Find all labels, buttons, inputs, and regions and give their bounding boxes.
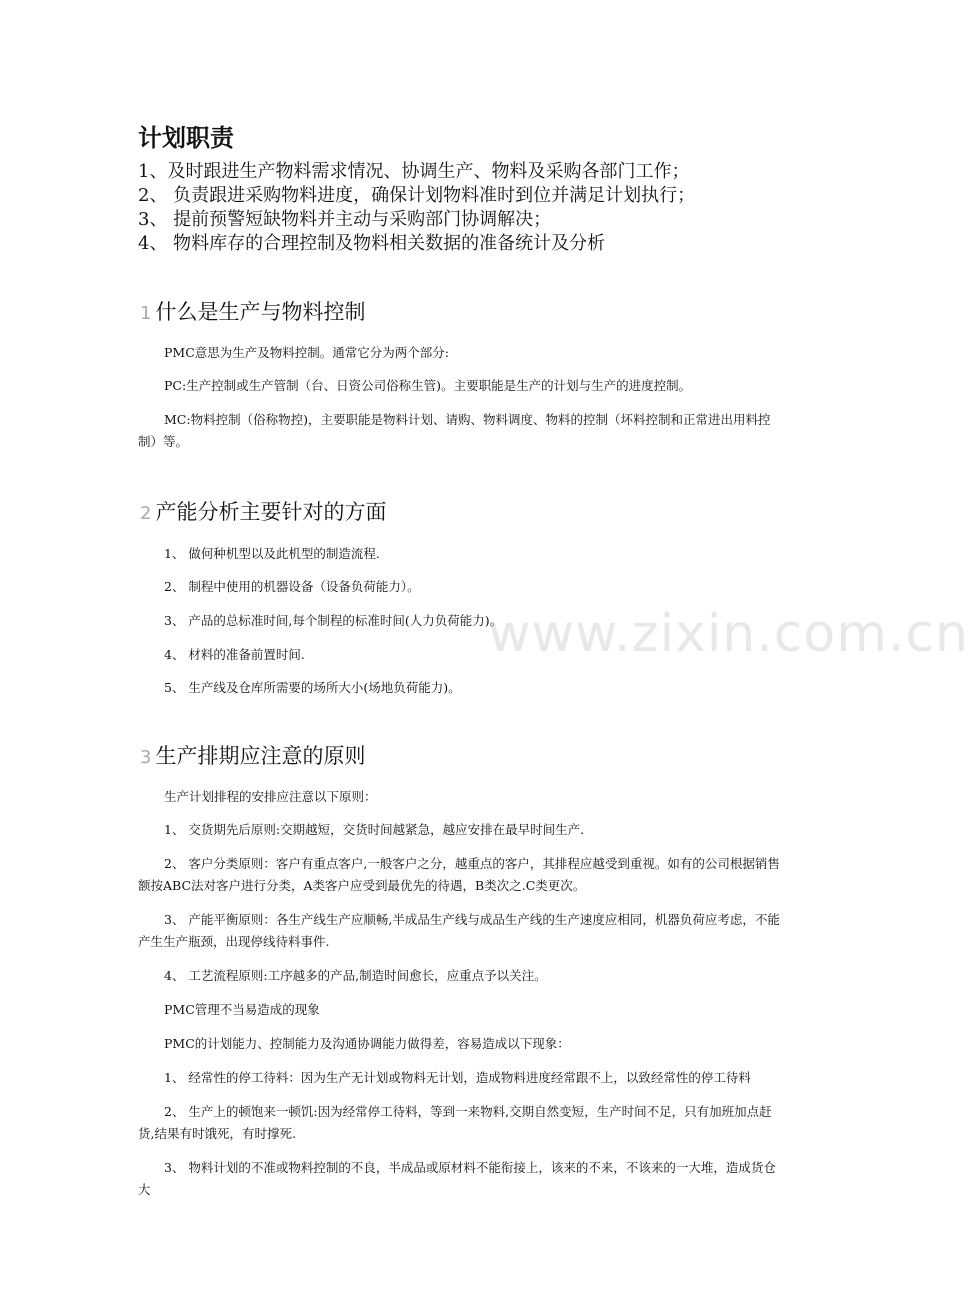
section-3-paragraph: 2、 生产上的顿饱来一顿饥:因为经常停工待料，等到一来物料,交期自然变短，生产时间不足，只有加班加点赶货,结果有时饿死，有时撑死. [138, 1104, 772, 1141]
duty-item-2: 2、 负责跟进采购物料进度，确保计划物料准时到位并满足计划执行； [138, 185, 696, 206]
duty-item-3: 3、 提前预警短缺物料并主动与采购部门协调解决； [138, 209, 552, 230]
section-1-number: 1 [140, 303, 152, 324]
section-3-paragraph: 3、 物料计划的不准或物料控制的不良，半成品或原材料不能衔接上，该来的不来，不该来的一大堆，造成货仓大 [138, 1160, 776, 1197]
section-3-heading [140, 740, 365, 770]
section-2-number: 2 [140, 503, 152, 524]
section-3-paragraph: 4、 工艺流程原则:工序越多的产品,制造时间愈长，应重点予以关注。 [164, 968, 547, 983]
section-1-title: 什么是生产与物料控制 [155, 300, 366, 324]
section-3-paragraph: 1、 经常性的停工待料：因为生产无计划或物料无计划，造成物料进度经常跟不上，以致经常性的停工待料 [164, 1070, 751, 1085]
section-2-paragraph: 1、 做何种机型以及此机型的制造流程. [164, 546, 380, 561]
page-title: 计划职责 [138, 124, 234, 152]
section-2-paragraph: 4、 材料的准备前置时间. [164, 647, 305, 662]
section-3-paragraph: 生产计划排程的安排应注意以下原则： [164, 789, 377, 804]
duty-item-4: 4、 物料库存的合理控制及物料相关数据的准备统计及分析 [138, 233, 606, 254]
section-2-title: 产能分析主要针对的方面 [155, 500, 387, 524]
section-1-paragraph: PMC意思为生产及物料控制。通常它分为两个部分: [164, 345, 449, 360]
section-3-paragraph: 1、 交货期先后原则:交期越短，交货时间越紧急，越应安排在最早时间生产. [164, 822, 585, 837]
duty-item-1: 1、及时跟进生产物料需求情况、协调生产、物料及采购各部门工作； [138, 161, 690, 182]
section-3-number: 3 [140, 747, 152, 768]
section-3-paragraph: 3、 产能平衡原则：各生产线生产应顺畅,半成品生产线与成品生产线的生产速度应相同，机器负荷应考虑，不能产生生产瓶颈，出现停线待料事件. [138, 912, 780, 949]
watermark: www.zixin.com.cn [488, 604, 969, 664]
section-2-heading [140, 496, 386, 526]
section-3-paragraph: PMC的计划能力、控制能力及沟通协调能力做得差，容易造成以下现象： [164, 1036, 570, 1051]
section-1-heading [140, 296, 365, 326]
section-2-paragraph: 5、 生产线及仓库所需要的场所大小(场地负荷能力)。 [164, 680, 461, 695]
section-3-title: 生产排期应注意的原则 [155, 744, 366, 768]
section-2-paragraph: 3、 产品的总标准时间,每个制程的标准时间(人力负荷能力)。 [164, 613, 503, 628]
section-3-paragraph: PMC管理不当易造成的现象 [164, 1002, 320, 1017]
section-1-paragraph: PC:生产控制或生产管制（台、日资公司俗称生管)。主要职能是生产的计划与生产的进度控制。 [164, 378, 692, 393]
section-3-paragraph: 2、 客户分类原则：客户有重点客户,一般客户之分，越重点的客户，其排程应越受到重视。如有的公司根据销售额按ABC法对客户进行分类，A类客户应受到最优先的待遇，B类次之.C类更次。 [138, 856, 780, 893]
section-1-paragraph: MC:物料控制（俗称物控)，主要职能是物料计划、请购、物料调度、物料的控制（坏料控制和正常进出用料控制）等。 [138, 412, 771, 449]
section-2-paragraph: 2、 制程中使用的机器设备（设备负荷能力）。 [164, 579, 420, 594]
